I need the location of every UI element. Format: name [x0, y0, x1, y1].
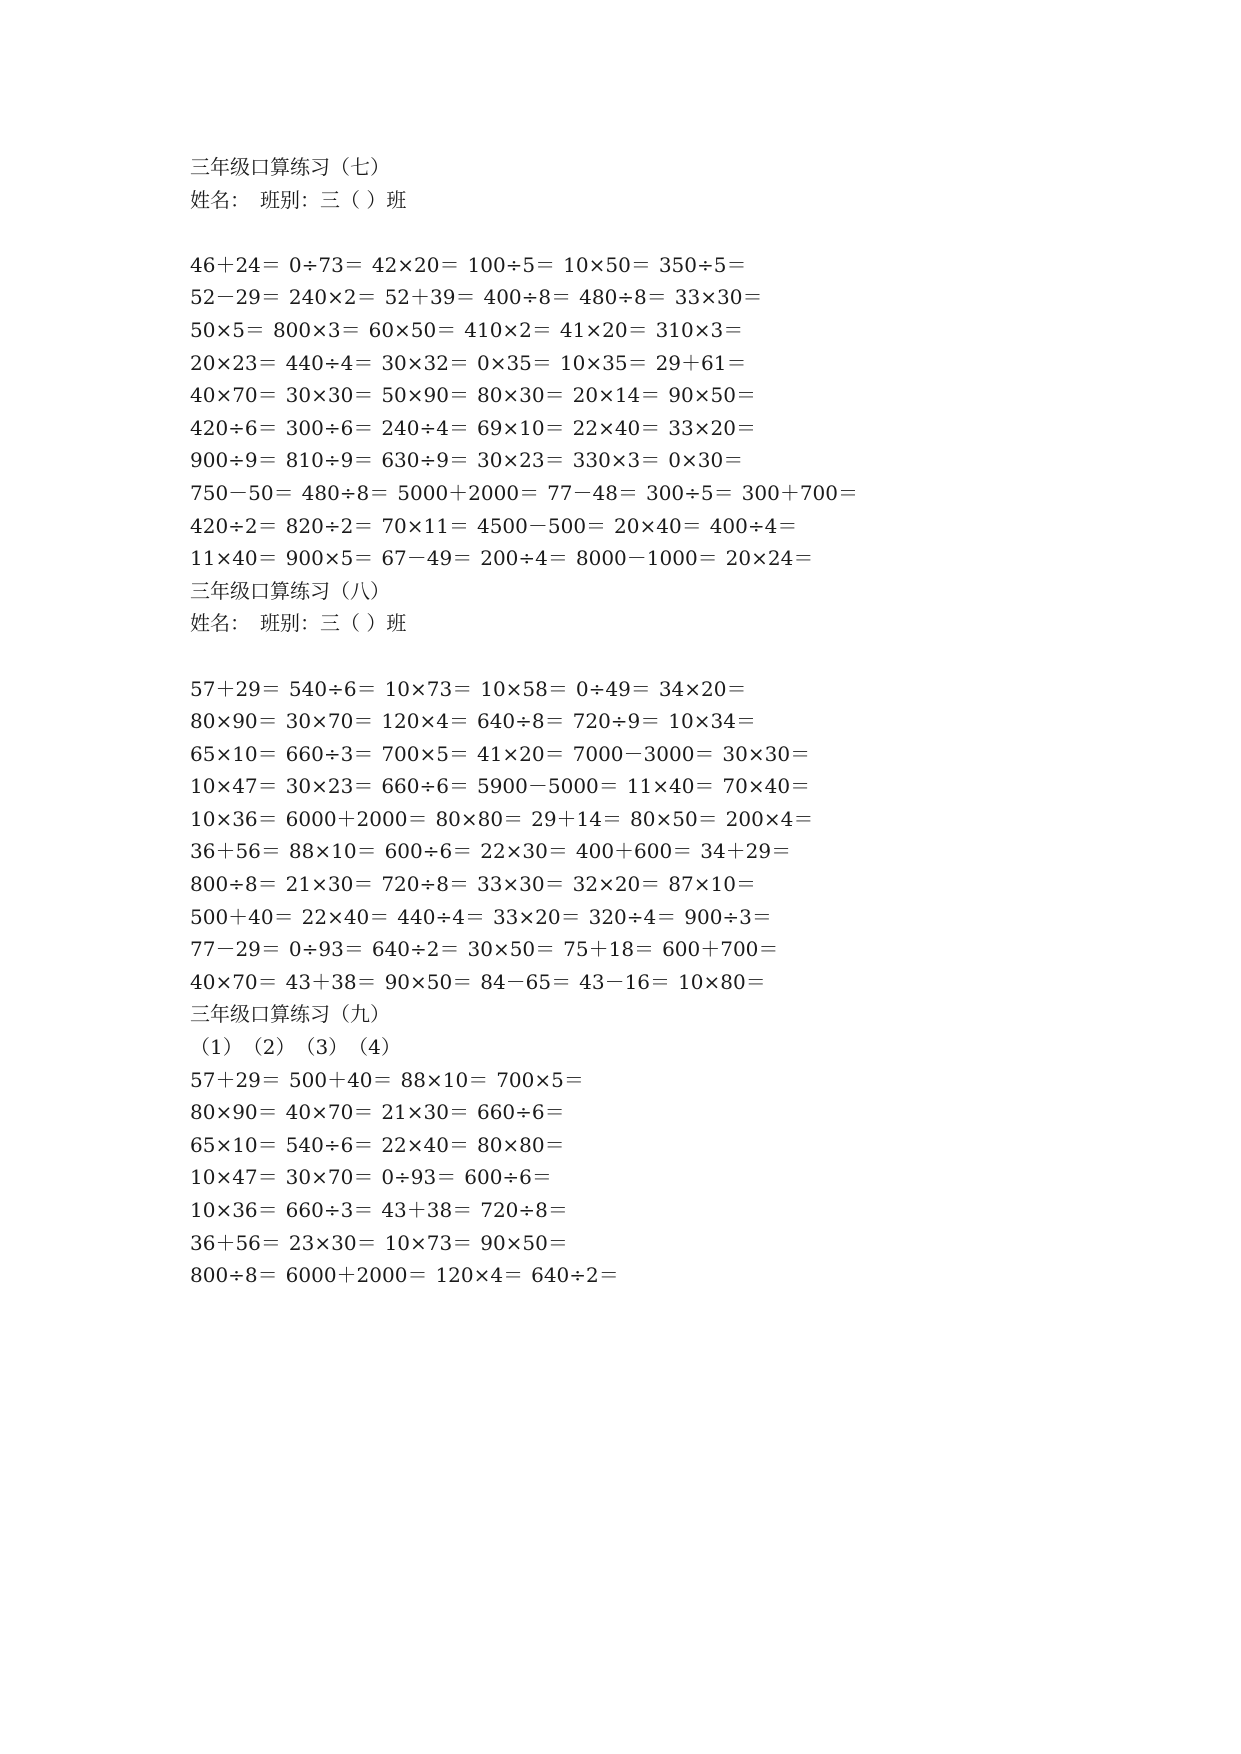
expression: 6000＋2000＝ — [285, 806, 428, 831]
exercise-row — [190, 510, 1190, 543]
expression: 41×20＝ — [476, 741, 565, 766]
exercise-grid — [190, 249, 1190, 575]
exercise-row — [190, 347, 1190, 380]
expression: 660÷6＝ — [476, 1100, 565, 1125]
expression: 540÷6＝ — [288, 676, 377, 701]
expression: 10×58＝ — [480, 676, 568, 701]
expression: 30×70＝ — [285, 1165, 374, 1190]
expression: 33×20＝ — [668, 415, 756, 440]
expression: 52＋39＝ — [384, 285, 476, 310]
expression: 36＋56＝ — [190, 839, 281, 864]
expression: 60×50＝ — [368, 317, 457, 342]
expression: 0÷93＝ — [381, 1165, 457, 1190]
expression: 900×5＝ — [285, 546, 374, 571]
expression: 120×4＝ — [381, 709, 469, 734]
expression: 23×30＝ — [288, 1230, 377, 1255]
exercise-row — [190, 901, 1190, 934]
expression: 400÷4＝ — [709, 513, 798, 538]
expression: 20×24＝ — [725, 546, 814, 571]
expression: 80×90＝ — [190, 1100, 278, 1125]
expression: 640÷8＝ — [476, 709, 565, 734]
expression: 43＋38＝ — [285, 969, 377, 994]
expression: 33×30＝ — [674, 285, 763, 310]
expression: 90×50＝ — [384, 969, 473, 994]
expression: 80×80＝ — [476, 1132, 565, 1157]
expression: 320÷4＝ — [588, 904, 677, 929]
expression: 52－29＝ — [190, 285, 281, 310]
expression: 720÷8＝ — [480, 1198, 568, 1222]
expression: 640÷2＝ — [531, 1263, 619, 1288]
expression: 84－65＝ — [480, 969, 572, 994]
expression: 80×90＝ — [190, 709, 278, 734]
spacer — [190, 216, 1190, 249]
expression: 400＋600＝ — [575, 839, 693, 864]
expression: 90×50＝ — [668, 383, 756, 408]
expression: 310×3＝ — [655, 317, 744, 342]
expression: 10×73＝ — [384, 676, 473, 701]
expression: 440÷4＝ — [285, 350, 374, 375]
expression: 200÷4＝ — [480, 546, 568, 571]
expression: 70×40＝ — [722, 774, 811, 799]
student-info-line: 姓名： 班别：三（ ）班 — [190, 187, 407, 212]
expression: 75＋18＝ — [563, 937, 655, 962]
exercise-row — [190, 1194, 1190, 1227]
expression: 5900－5000＝ — [476, 774, 619, 799]
expression: 750－50＝ — [190, 480, 294, 505]
expression: 0×35＝ — [476, 350, 552, 375]
expression: 5000＋2000＝ — [397, 480, 540, 505]
exercise-row — [190, 835, 1190, 868]
expression: 22×40＝ — [381, 1132, 469, 1157]
expression: 65×10＝ — [190, 1132, 278, 1157]
expression: 800×3＝ — [272, 317, 361, 342]
exercise-row — [190, 705, 1190, 738]
expression: 87×10＝ — [668, 872, 756, 897]
expression: 900÷3＝ — [684, 904, 772, 929]
expression: 67－49＝ — [381, 546, 473, 571]
expression: 30×23＝ — [476, 448, 565, 473]
expression: 0÷49＝ — [575, 676, 651, 701]
expression: 80×50＝ — [630, 806, 718, 831]
expression: 30×23＝ — [285, 774, 374, 799]
expression: 30×30＝ — [285, 383, 374, 408]
expression: 420÷6＝ — [190, 415, 278, 440]
exercise-row — [190, 933, 1190, 966]
expression: 500＋40＝ — [288, 1067, 393, 1092]
expression: 300÷5＝ — [645, 480, 734, 505]
expression: 57＋29＝ — [190, 676, 281, 701]
exercise-row — [190, 1227, 1190, 1260]
expression: 600＋700＝ — [662, 937, 779, 962]
exercise-row — [190, 1096, 1190, 1129]
expression: 34＋29＝ — [700, 839, 792, 864]
expression: 41×20＝ — [559, 317, 648, 342]
expression: 700×5＝ — [381, 741, 469, 766]
exercise-row — [190, 868, 1190, 901]
expression: 440÷4＝ — [397, 904, 485, 929]
exercise-row — [190, 803, 1190, 836]
expression: 480÷8＝ — [579, 285, 667, 310]
exercise-grid — [190, 673, 1190, 999]
expression: 240×2＝ — [288, 285, 377, 310]
expression: 80×30＝ — [476, 383, 565, 408]
expression: 20×14＝ — [572, 383, 661, 408]
expression: 0×30＝ — [668, 448, 744, 473]
exercise-row — [190, 1129, 1190, 1162]
expression: 11×40＝ — [190, 546, 278, 571]
expression: 21×30＝ — [381, 1100, 469, 1125]
expression: 43－16＝ — [579, 969, 671, 994]
expression: 36＋56＝ — [190, 1230, 281, 1255]
expression: 10×47＝ — [190, 1165, 278, 1190]
expression: 600÷6＝ — [464, 1165, 552, 1190]
expression: 43＋38＝ — [381, 1198, 473, 1222]
expression: 11×40＝ — [626, 774, 715, 799]
expression: 700×5＝ — [496, 1067, 584, 1092]
exercise-row — [190, 412, 1190, 445]
expression: 600÷6＝ — [384, 839, 473, 864]
exercise-row — [190, 542, 1190, 575]
expression: 0÷73＝ — [288, 252, 364, 277]
exercise-row — [190, 314, 1190, 347]
expression: 660÷3＝ — [285, 741, 374, 766]
expression: 30×32＝ — [381, 350, 469, 375]
expression: 300÷6＝ — [285, 415, 374, 440]
expression: 20×40＝ — [614, 513, 702, 538]
expression: 30×30＝ — [722, 741, 811, 766]
expression: 21×30＝ — [285, 872, 374, 897]
expression: 33×30＝ — [476, 872, 565, 897]
exercise-row — [190, 249, 1190, 282]
expression: 40×70＝ — [285, 1100, 374, 1125]
expression: 660÷3＝ — [285, 1198, 374, 1222]
section-title: 三年级口算练习（九） — [190, 1002, 390, 1027]
expression: 50×90＝ — [381, 383, 469, 408]
expression: 80×80＝ — [435, 806, 524, 831]
column-labels: （1） （2） （3） （4） — [190, 1035, 401, 1060]
expression: 22×40＝ — [572, 415, 661, 440]
exercise-row — [190, 379, 1190, 412]
expression: 40×70＝ — [190, 969, 278, 994]
expression: 7000－3000＝ — [572, 741, 715, 766]
expression: 10×73＝ — [384, 1230, 473, 1255]
expression: 660÷6＝ — [381, 774, 469, 799]
expression: 77－29＝ — [190, 937, 281, 962]
expression: 540÷6＝ — [285, 1132, 374, 1157]
expression: 30×50＝ — [467, 937, 556, 962]
document-page — [190, 151, 1190, 1292]
exercise-row — [190, 738, 1190, 771]
exercise-row — [190, 1259, 1190, 1292]
expression: 720÷9＝ — [572, 709, 661, 734]
exercise-grid — [190, 1064, 1190, 1292]
expression: 900÷9＝ — [190, 448, 278, 473]
expression: 65×10＝ — [190, 741, 278, 766]
expression: 8000－1000＝ — [575, 546, 718, 571]
expression: 200×4＝ — [725, 806, 814, 831]
exercise-row — [190, 477, 1190, 510]
expression: 69×10＝ — [476, 415, 565, 440]
expression: 10×34＝ — [668, 709, 756, 734]
expression: 0÷93＝ — [288, 937, 364, 962]
exercise-row — [190, 444, 1190, 477]
expression: 480÷8＝ — [301, 480, 390, 505]
expression: 350÷5＝ — [658, 252, 747, 277]
expression: 10×35＝ — [559, 350, 648, 375]
expression: 6000＋2000＝ — [285, 1263, 428, 1288]
expression: 20×23＝ — [190, 350, 278, 375]
expression: 22×40＝ — [301, 904, 390, 929]
expression: 50×5＝ — [190, 317, 265, 342]
expression: 810÷9＝ — [285, 448, 374, 473]
expression: 330×3＝ — [572, 448, 661, 473]
expression: 77－48＝ — [547, 480, 638, 505]
expression: 500＋40＝ — [190, 904, 294, 929]
expression: 29＋61＝ — [655, 350, 747, 375]
expression: 88×10＝ — [288, 839, 377, 864]
student-info-line: 姓名： 班别：三（ ）班 — [190, 611, 407, 636]
expression: 100÷5＝ — [467, 252, 556, 277]
expression: 42×20＝ — [371, 252, 460, 277]
expression: 300＋700＝ — [741, 480, 858, 505]
expression: 640÷2＝ — [371, 937, 460, 962]
expression: 10×36＝ — [190, 806, 278, 831]
expression: 410×2＝ — [464, 317, 552, 342]
expression: 720÷8＝ — [381, 872, 469, 897]
expression: 10×47＝ — [190, 774, 278, 799]
expression: 40×70＝ — [190, 383, 278, 408]
expression: 46＋24＝ — [190, 252, 281, 277]
exercise-row — [190, 1064, 1190, 1097]
expression: 57＋29＝ — [190, 1067, 281, 1092]
expression: 800÷8＝ — [190, 872, 278, 897]
expression: 630÷9＝ — [381, 448, 469, 473]
expression: 4500－500＝ — [476, 513, 607, 538]
expression: 70×11＝ — [381, 513, 469, 538]
exercise-row — [190, 281, 1190, 314]
exercise-row — [190, 1161, 1190, 1194]
expression: 240÷4＝ — [381, 415, 469, 440]
expression: 800÷8＝ — [190, 1263, 278, 1288]
expression: 90×50＝ — [480, 1230, 568, 1255]
expression: 88×10＝ — [400, 1067, 489, 1092]
exercise-row — [190, 673, 1190, 706]
section-title: 三年级口算练习（八） — [190, 578, 390, 603]
expression: 33×20＝ — [492, 904, 581, 929]
section-title: 三年级口算练习（七） — [190, 155, 390, 179]
exercise-row — [190, 770, 1190, 803]
expression: 10×36＝ — [190, 1198, 278, 1222]
expression: 30×70＝ — [285, 709, 374, 734]
expression: 29＋14＝ — [531, 806, 623, 831]
expression: 22×30＝ — [480, 839, 568, 864]
expression: 820÷2＝ — [285, 513, 374, 538]
expression: 34×20＝ — [658, 676, 747, 701]
expression: 120×4＝ — [435, 1263, 524, 1288]
expression: 10×80＝ — [678, 969, 766, 994]
expression: 400÷8＝ — [483, 285, 572, 310]
spacer — [190, 640, 1190, 673]
expression: 32×20＝ — [572, 872, 661, 897]
expression: 10×50＝ — [563, 252, 651, 277]
expression: 420÷2＝ — [190, 513, 278, 538]
exercise-row — [190, 966, 1190, 999]
